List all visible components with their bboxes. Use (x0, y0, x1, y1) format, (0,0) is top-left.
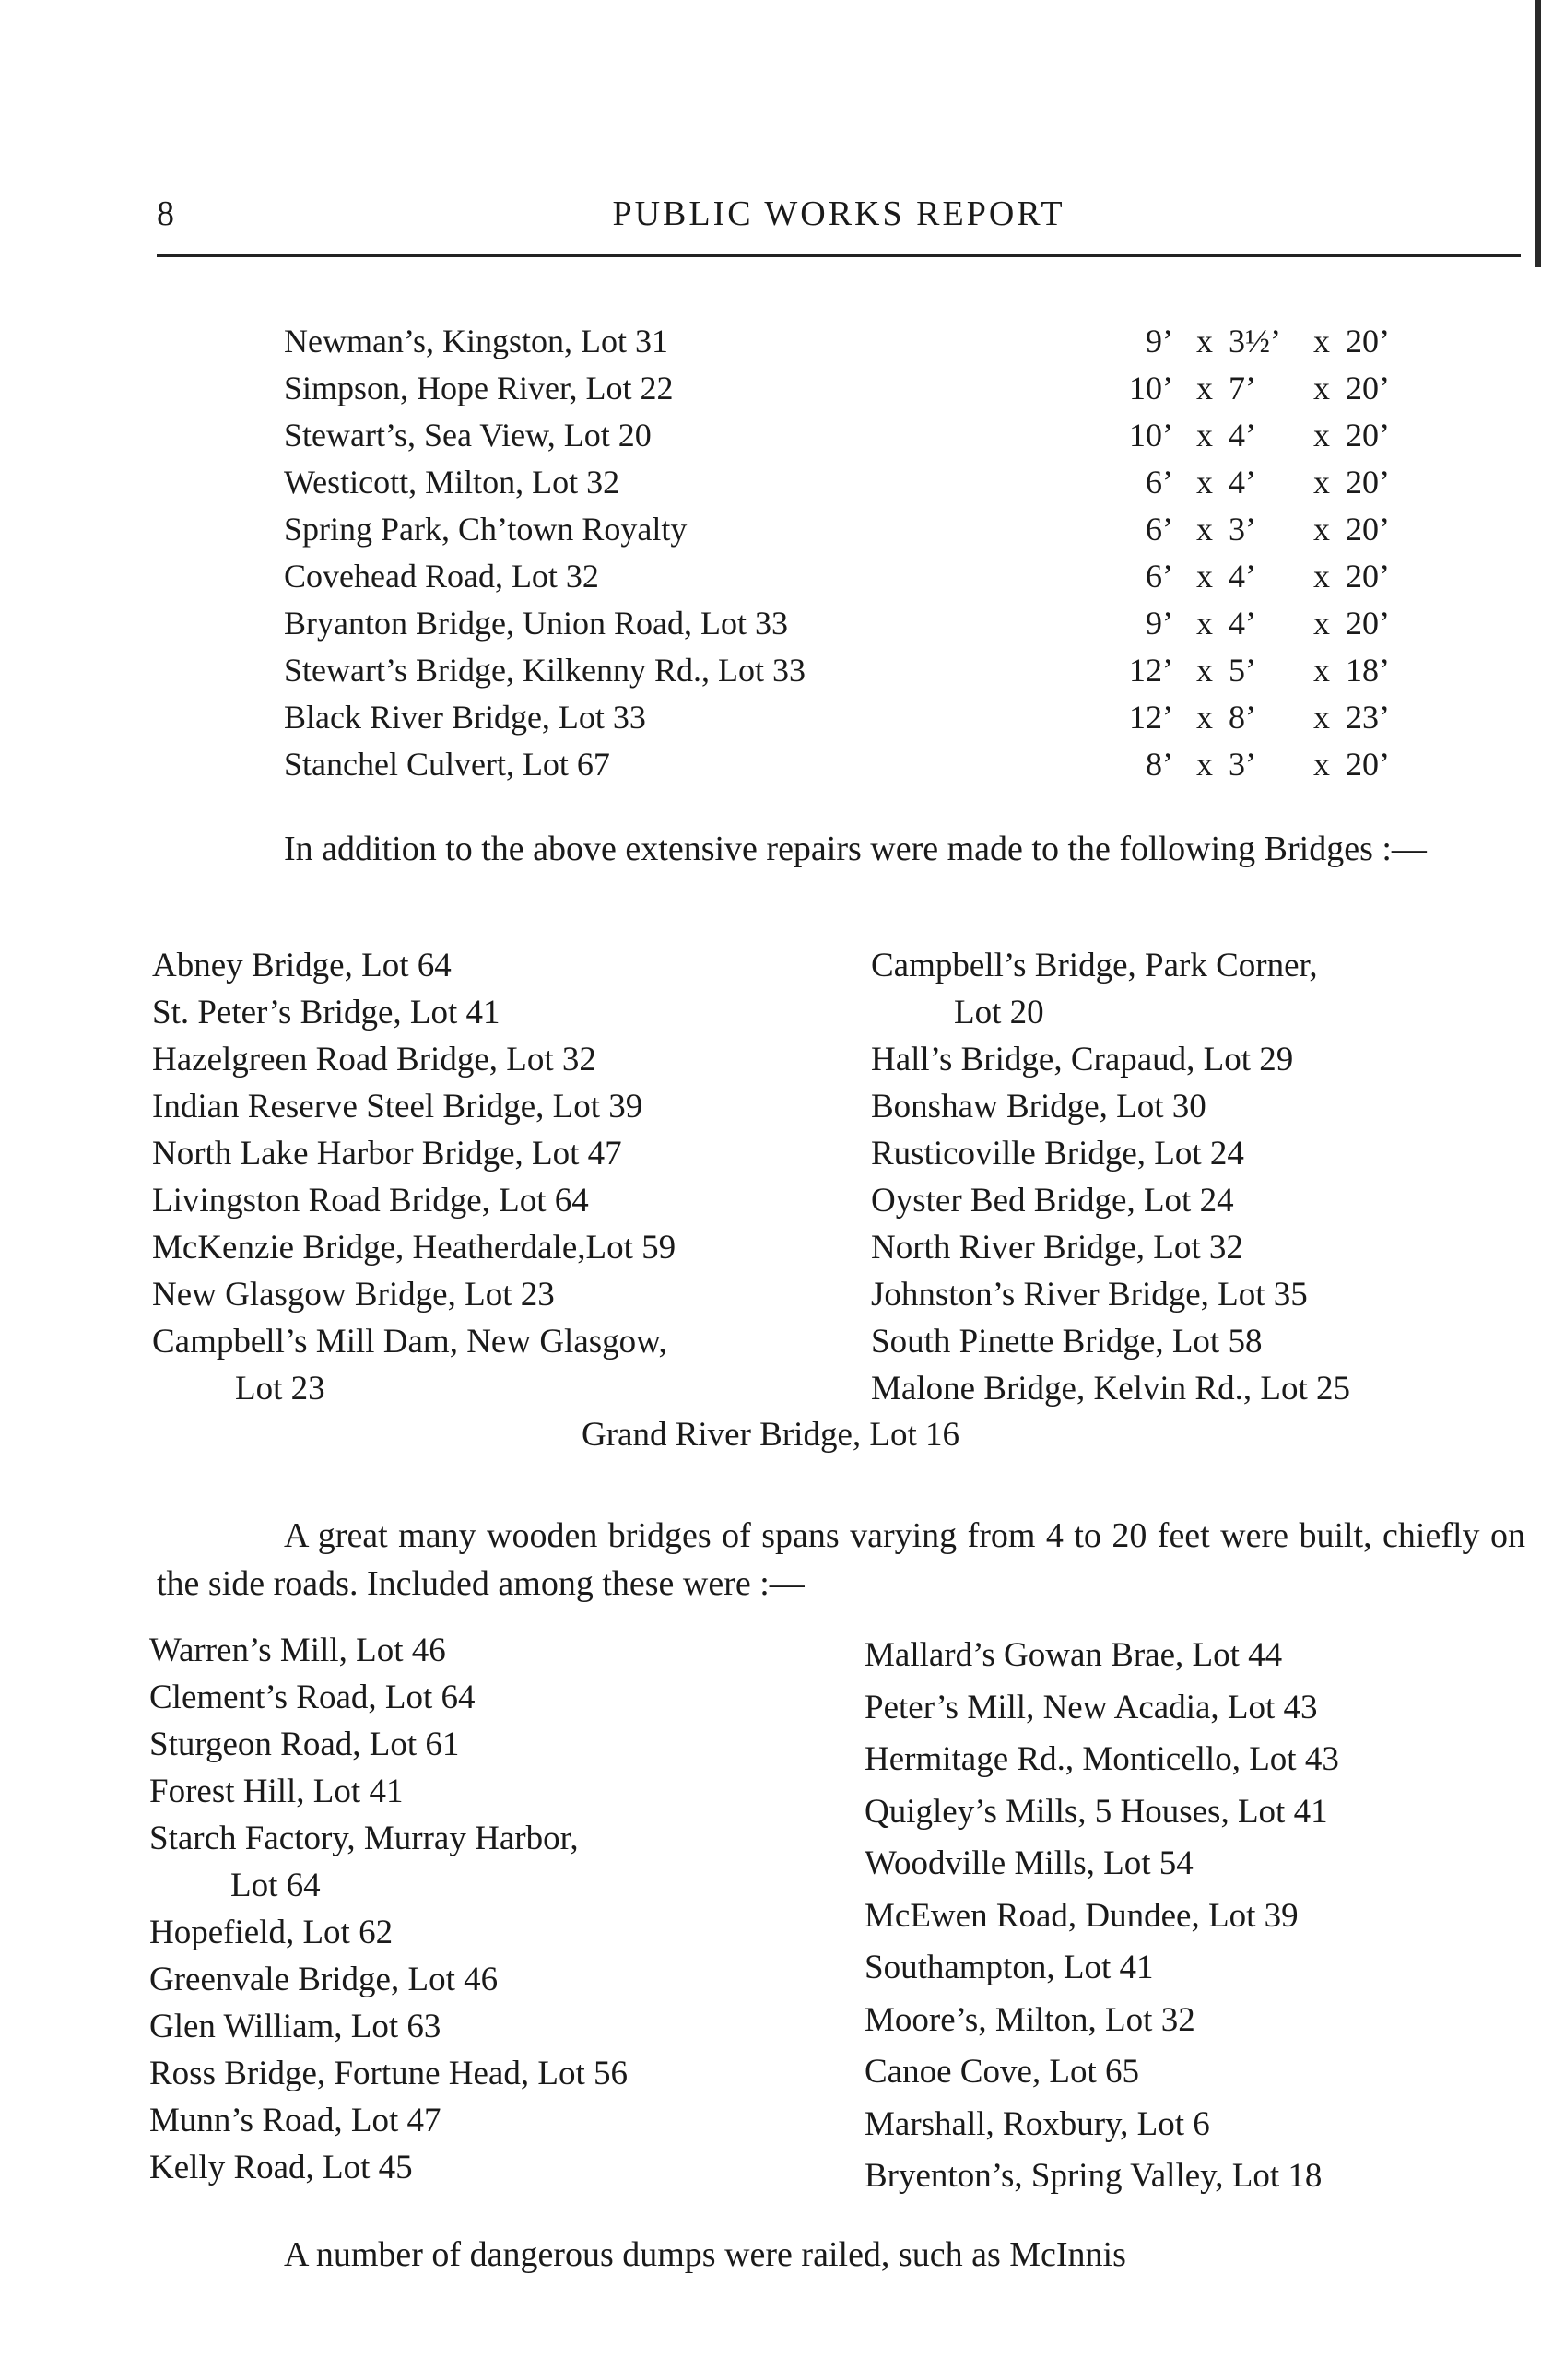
culvert-length: 20’ (1346, 370, 1390, 406)
table-row (284, 506, 1454, 553)
list-item: Rusticoville Bridge, Lot 24 (871, 1135, 1244, 1172)
times-symbol: x (1313, 370, 1330, 406)
culvert-height: 3’ (1229, 511, 1256, 548)
list-item: North River Bridge, Lot 32 (871, 1229, 1243, 1267)
times-symbol: x (1313, 558, 1330, 595)
culvert-width: 12’ (1129, 652, 1173, 689)
list-item: North Lake Harbor Bridge, Lot 47 (152, 1135, 622, 1172)
culvert-name: Westicott, Milton, Lot 32 (284, 464, 620, 501)
page-title: PUBLIC WORKS REPORT (612, 194, 1065, 233)
culvert-length: 20’ (1346, 323, 1390, 359)
table-row (284, 459, 1454, 506)
culvert-height: 5’ (1229, 652, 1256, 689)
culvert-width: 12’ (1129, 699, 1173, 736)
culvert-name: Stewart’s, Sea View, Lot 20 (284, 417, 652, 454)
list-item-continuation: Lot 23 (235, 1370, 325, 1408)
culvert-length: 20’ (1346, 511, 1390, 548)
culvert-width: 9’ (1146, 605, 1173, 642)
times-symbol: x (1196, 417, 1213, 454)
times-symbol: x (1313, 323, 1330, 359)
culvert-width: 9’ (1146, 323, 1173, 359)
list-item: Hermitage Rd., Monticello, Lot 43 (865, 1740, 1339, 1778)
list-item: Woodville Mills, Lot 54 (865, 1844, 1194, 1882)
culvert-name: Covehead Road, Lot 32 (284, 558, 599, 595)
culvert-height: 3½’ (1229, 323, 1281, 359)
culvert-height: 8’ (1229, 699, 1256, 736)
list-item: Munn’s Road, Lot 47 (149, 2102, 441, 2139)
list-item: Indian Reserve Steel Bridge, Lot 39 (152, 1088, 643, 1125)
paragraph-wooden-bridges (157, 1512, 1525, 1608)
culvert-length: 20’ (1346, 746, 1390, 783)
times-symbol: x (1196, 746, 1213, 783)
times-symbol: x (1313, 605, 1330, 642)
culvert-length: 23’ (1346, 699, 1390, 736)
list-item-continuation: Lot 20 (954, 994, 1044, 1031)
list-item: Oyster Bed Bridge, Lot 24 (871, 1182, 1234, 1219)
culvert-width: 10’ (1129, 417, 1173, 454)
paragraph-dumps (157, 2231, 1525, 2279)
list-item: St. Peter’s Bridge, Lot 41 (152, 994, 500, 1031)
culvert-width: 6’ (1146, 464, 1173, 501)
table-row (284, 318, 1454, 365)
table-row (284, 365, 1454, 412)
list-item: Peter’s Mill, New Acadia, Lot 43 (865, 1688, 1318, 1726)
list-item: Southampton, Lot 41 (865, 1949, 1154, 1986)
times-symbol: x (1196, 699, 1213, 736)
times-symbol: x (1196, 370, 1213, 406)
table-row (284, 412, 1454, 459)
times-symbol: x (1196, 605, 1213, 642)
paragraph-text: A great many wooden bridges of spans varying from 4 to 20 feet were built, chiefly on the side roads. Included among these were :— (157, 1516, 1525, 1603)
list-item: Starch Factory, Murray Harbor, (149, 1820, 579, 1857)
culvert-name: Simpson, Hope River, Lot 22 (284, 370, 674, 406)
list-item: Hopefield, Lot 62 (149, 1914, 394, 1951)
culvert-length: 20’ (1346, 558, 1390, 595)
built-list-right (865, 1630, 1339, 2203)
culvert-length: 18’ (1346, 652, 1390, 689)
list-item: Bonshaw Bridge, Lot 30 (871, 1088, 1206, 1125)
list-item: Sturgeon Road, Lot 61 (149, 1726, 460, 1763)
list-item: Campbell’s Mill Dam, New Glasgow, (152, 1323, 667, 1361)
header-rule (157, 254, 1521, 257)
list-item: Clement’s Road, Lot 64 (149, 1679, 476, 1716)
culvert-height: 7’ (1229, 370, 1256, 406)
times-symbol: x (1196, 323, 1213, 359)
list-item: South Pinette Bridge, Lot 58 (871, 1323, 1263, 1361)
culvert-name: Stanchel Culvert, Lot 67 (284, 746, 610, 783)
times-symbol: x (1313, 464, 1330, 501)
list-item: Marshall, Roxbury, Lot 6 (865, 2104, 1210, 2143)
list-item: Forest Hill, Lot 41 (149, 1773, 404, 1810)
table-row (284, 694, 1454, 741)
times-symbol: x (1313, 746, 1330, 783)
culvert-height: 4’ (1229, 464, 1256, 501)
paragraph-repairs (157, 825, 1525, 873)
list-item: Malone Bridge, Kelvin Rd., Lot 25 (871, 1370, 1350, 1408)
times-symbol: x (1196, 558, 1213, 595)
page-number: 8 (157, 194, 175, 233)
paragraph-text: A number of dangerous dumps were railed, such as McInnis (284, 2235, 1126, 2274)
times-symbol: x (1313, 652, 1330, 689)
list-item: Bryenton’s, Spring Valley, Lot 18 (865, 2157, 1323, 2195)
times-symbol: x (1196, 652, 1213, 689)
list-item: Glen William, Lot 63 (149, 2008, 441, 2045)
list-item: Campbell’s Bridge, Park Corner, (871, 947, 1318, 984)
list-item: Canoe Cove, Lot 65 (865, 2053, 1140, 2091)
table-row (284, 600, 1454, 647)
list-item: New Glasgow Bridge, Lot 23 (152, 1276, 555, 1314)
repairs-list-left (152, 942, 676, 1412)
culvert-name: Bryanton Bridge, Union Road, Lot 33 (284, 605, 788, 642)
list-item: Greenvale Bridge, Lot 46 (149, 1961, 499, 1998)
culvert-width: 6’ (1146, 558, 1173, 595)
list-item: Abney Bridge, Lot 64 (152, 947, 452, 984)
list-item-continuation: Lot 64 (230, 1867, 321, 1904)
table-row (284, 553, 1454, 600)
culvert-length: 20’ (1346, 417, 1390, 454)
culvert-name: Black River Bridge, Lot 33 (284, 699, 646, 736)
times-symbol: x (1196, 511, 1213, 548)
culvert-width: 8’ (1146, 746, 1173, 783)
built-list-left (149, 1627, 628, 2191)
times-symbol: x (1313, 699, 1330, 736)
list-item: Hall’s Bridge, Crapaud, Lot 29 (871, 1041, 1294, 1078)
list-item: Warren’s Mill, Lot 46 (149, 1632, 446, 1669)
list-item: Livingston Road Bridge, Lot 64 (152, 1182, 589, 1219)
culvert-height: 4’ (1229, 417, 1256, 454)
scan-edge-mark (1535, 0, 1541, 267)
table-row (284, 647, 1454, 694)
repairs-center-item: Grand River Bridge, Lot 16 (582, 1416, 959, 1454)
culvert-name: Stewart’s Bridge, Kilkenny Rd., Lot 33 (284, 652, 806, 689)
culvert-length: 20’ (1346, 464, 1390, 501)
list-item: Mallard’s Gowan Brae, Lot 44 (865, 1636, 1283, 1674)
culvert-width: 6’ (1146, 511, 1173, 548)
list-item: Moore’s, Milton, Lot 32 (865, 2000, 1195, 2039)
list-item: McKenzie Bridge, Heatherdale,Lot 59 (152, 1229, 676, 1267)
times-symbol: x (1196, 464, 1213, 501)
culvert-name: Newman’s, Kingston, Lot 31 (284, 323, 668, 359)
repairs-list-right (871, 942, 1350, 1412)
culvert-height: 3’ (1229, 746, 1256, 783)
times-symbol: x (1313, 417, 1330, 454)
culvert-dimensions-table (284, 318, 1454, 788)
list-item: McEwen Road, Dundee, Lot 39 (865, 1896, 1299, 1935)
list-item: Ross Bridge, Fortune Head, Lot 56 (149, 2055, 628, 2092)
culvert-height: 4’ (1229, 605, 1256, 642)
table-row (284, 741, 1454, 788)
culvert-width: 10’ (1129, 370, 1173, 406)
paragraph-text: In addition to the above extensive repairs were made to the following Bridges :— (284, 830, 1427, 868)
list-item: Hazelgreen Road Bridge, Lot 32 (152, 1041, 596, 1078)
list-item: Johnston’s River Bridge, Lot 35 (871, 1276, 1308, 1314)
culvert-name: Spring Park, Ch’town Royalty (284, 511, 688, 548)
times-symbol: x (1313, 511, 1330, 548)
culvert-length: 20’ (1346, 605, 1390, 642)
culvert-height: 4’ (1229, 558, 1256, 595)
list-item: Kelly Road, Lot 45 (149, 2149, 413, 2186)
page-header (157, 194, 1521, 240)
list-item: Quigley’s Mills, 5 Houses, Lot 41 (865, 1792, 1328, 1831)
